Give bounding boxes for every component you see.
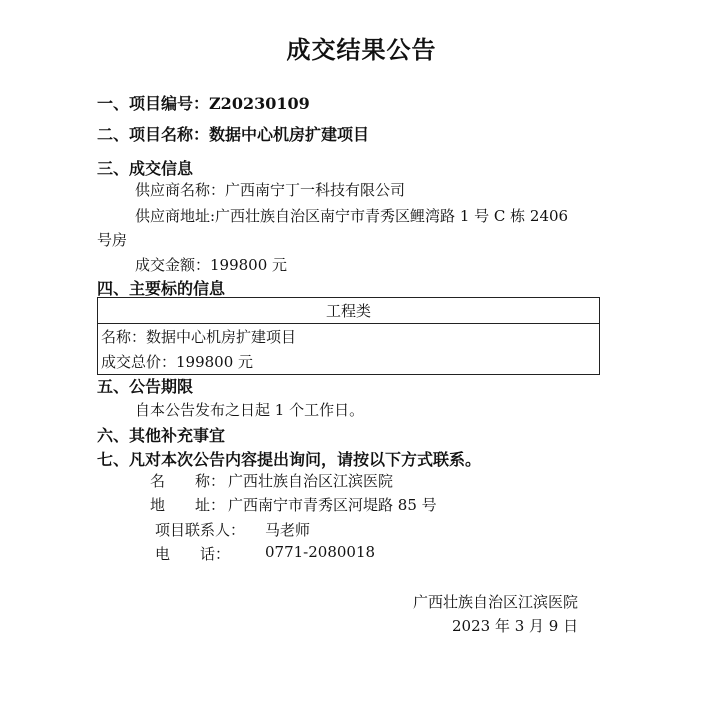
section-main-items: 四、主要标的信息	[97, 279, 226, 298]
supplier-address: 供应商地址:广西壮族自治区南宁市青秀区鲤湾路 1 号 C 栋 2406	[135, 207, 569, 225]
section-other-matters: 六、其他补充事宜	[97, 426, 226, 445]
contact-person: 马老师	[265, 521, 311, 539]
supplier-name: 供应商名称：广西南宁丁一科技有限公司	[135, 181, 406, 199]
contact-phone-label: 电 话：	[155, 545, 231, 563]
contact-phone: 0771-2080018	[265, 543, 376, 561]
contact-address: 广西南宁市青秀区河堤路 85 号	[228, 496, 437, 514]
section-contact: 七、凡对本次公告内容提出询问，请按以下方式联系。	[97, 450, 482, 469]
section-deal-info: 三、成交信息	[97, 159, 194, 178]
items-table	[97, 297, 600, 375]
deal-amount: 成交金额：199800 元	[135, 256, 288, 274]
table-cell-total: 成交总价：199800 元	[98, 349, 600, 375]
signature-org: 广西壮族自治区江滨医院	[413, 593, 579, 611]
contact-name-label: 名 称：	[150, 472, 226, 490]
notice-period-text: 自本公告发布之日起 1 个工作日。	[135, 401, 365, 419]
table-row	[98, 298, 600, 324]
contact-name: 广西壮族自治区江滨医院	[228, 472, 394, 490]
signature-date: 2023 年 3 月 9 日	[452, 617, 579, 635]
table-row	[98, 349, 600, 375]
page-title: 成交结果公告	[286, 35, 437, 64]
section-project-number: 一、项目编号：Z20230109	[97, 94, 310, 113]
contact-address-label: 地 址：	[150, 496, 226, 514]
contact-person-label: 项目联系人：	[155, 521, 246, 539]
table-header-cell: 工程类	[98, 298, 600, 324]
supplier-address-cont: 号房	[97, 231, 128, 249]
section-notice-period: 五、公告期限	[97, 377, 194, 396]
section-project-name: 二、项目名称：数据中心机房扩建项目	[97, 125, 370, 144]
table-row	[98, 324, 600, 350]
table-cell-name: 名称：数据中心机房扩建项目	[98, 324, 600, 350]
